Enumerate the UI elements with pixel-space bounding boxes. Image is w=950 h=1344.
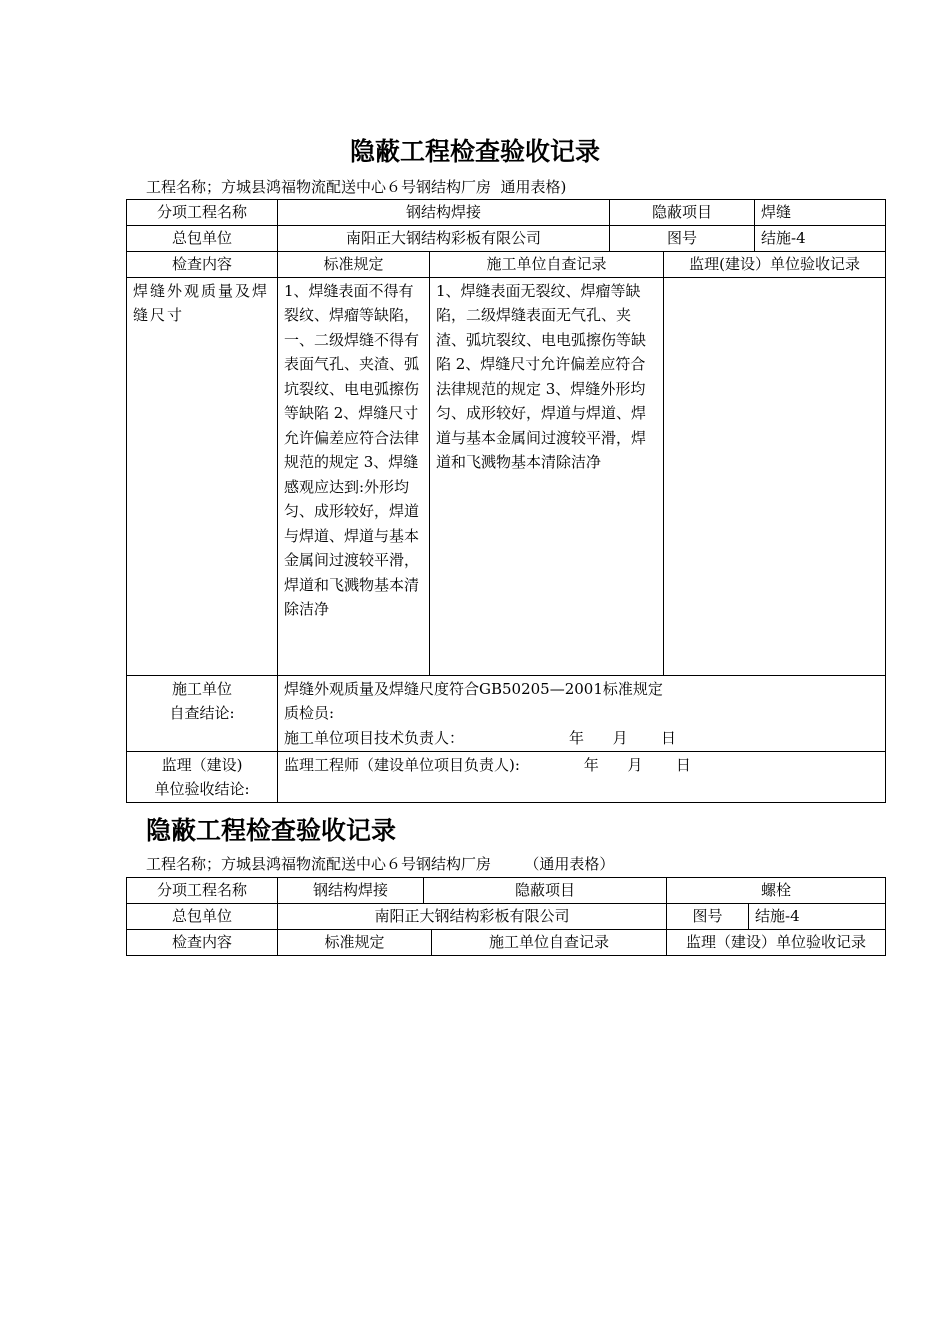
hidden-item-value: 焊缝 — [755, 200, 886, 226]
project-name-line: 工程名称；方城县鸿福物流配送中心６号钢结构厂房 通用表格) — [146, 178, 567, 196]
subproject-label-2: 分项工程名称 — [127, 878, 278, 904]
header-supervision-2: 监理（建设）单位验收记录 — [667, 930, 886, 956]
subproject-value-2: 钢结构焊接 — [278, 878, 424, 904]
header-supervision: 监理(建设）单位验收记录 — [664, 252, 886, 278]
inspection-table — [126, 199, 886, 803]
header-self-check-2: 施工单位自查记录 — [432, 930, 667, 956]
subproject-value: 钢结构焊接 — [278, 200, 610, 226]
drawing-value: 结施-4 — [755, 226, 886, 252]
tech-lead-label: 施工单位项目技术负责人： — [284, 728, 465, 747]
header-content-2: 检查内容 — [127, 930, 278, 956]
header-standard: 标准规定 — [278, 252, 430, 278]
supervision-conclusion-label — [127, 751, 278, 802]
inspection-table-2 — [126, 877, 886, 956]
tech-lead-line — [284, 726, 879, 751]
item-supervision — [664, 277, 886, 675]
supervisor-line — [284, 753, 879, 778]
self-conclusion-body — [278, 675, 886, 751]
contractor-label: 总包单位 — [127, 226, 278, 252]
record-title: 隐蔽工程检查验收记录 — [349, 137, 600, 166]
contractor-label-2: 总包单位 — [127, 904, 278, 930]
self-conclusion-date: 年 月 日 — [569, 728, 677, 747]
header-self-check: 施工单位自查记录 — [430, 252, 664, 278]
self-conclusion-label — [127, 675, 278, 751]
self-conclusion-label-line2: 自查结论: — [169, 704, 235, 722]
self-conclusion-label-line1: 施工单位 — [171, 679, 232, 698]
supervision-conclusion-label-line1: 监理（建设) — [161, 755, 243, 774]
drawing-label-2: 图号 — [667, 904, 749, 930]
supervision-conclusion-date: 年 月 日 — [583, 755, 691, 774]
contractor-value-2: 南阳正大钢结构彩板有限公司 — [278, 904, 667, 930]
item-self-check: 1、焊缝表面无裂纹、焊瘤等缺陷，二级焊缝表面无气孔、夹渣、弧坑裂纹、电电弧擦伤等缺陷 2、焊缝尺寸允许偏差应符合法律规范的规定 3、焊缝外形均匀、成形较好，焊道与焊道、焊道与基本金属间过渡较平滑，焊道和飞溅物基本清除洁净 — [430, 277, 664, 675]
drawing-label: 图号 — [610, 226, 755, 252]
supervisor-label: 监理工程师（建设单位项目负责人): — [284, 755, 520, 774]
subproject-label: 分项工程名称 — [127, 200, 278, 226]
drawing-value-2: 结施-4 — [749, 904, 886, 930]
hidden-item-value-2: 螺栓 — [667, 878, 886, 904]
contractor-value: 南阳正大钢结构彩板有限公司 — [278, 226, 610, 252]
header-content: 检查内容 — [127, 252, 278, 278]
supervision-conclusion-body — [278, 751, 886, 802]
item-content: 焊缝外观质量及焊缝尺寸 — [127, 277, 278, 675]
hidden-item-label: 隐蔽项目 — [610, 200, 755, 226]
record-title-2: 隐蔽工程检查验收记录 — [146, 816, 397, 845]
inspector-line: 质检员: — [284, 704, 335, 722]
header-standard-2: 标准规定 — [278, 930, 432, 956]
hidden-item-label-2: 隐蔽项目 — [424, 878, 667, 904]
project-name-line-2: 工程名称；方城县鸿福物流配送中心６号钢结构厂房 （通用表格） — [146, 855, 615, 873]
supervision-conclusion-label-line2: 单位验收结论: — [154, 780, 250, 798]
item-standard: 1、焊缝表面不得有裂纹、焊瘤等缺陷，一、二级焊缝不得有表面气孔、夹渣、弧坑裂纹、电电弧擦伤等缺陷 2、焊缝尺寸允许偏差应符合法律规范的规定 3、焊缝感观应达到:外形均匀、成形较好，焊道与焊道、焊道与基本金属间过渡较平滑，焊道和飞溅物基本清除洁净 — [278, 277, 430, 675]
self-conclusion-line1: 焊缝外观质量及焊缝尺度符合GB50205—2001标准规定 — [284, 679, 663, 698]
